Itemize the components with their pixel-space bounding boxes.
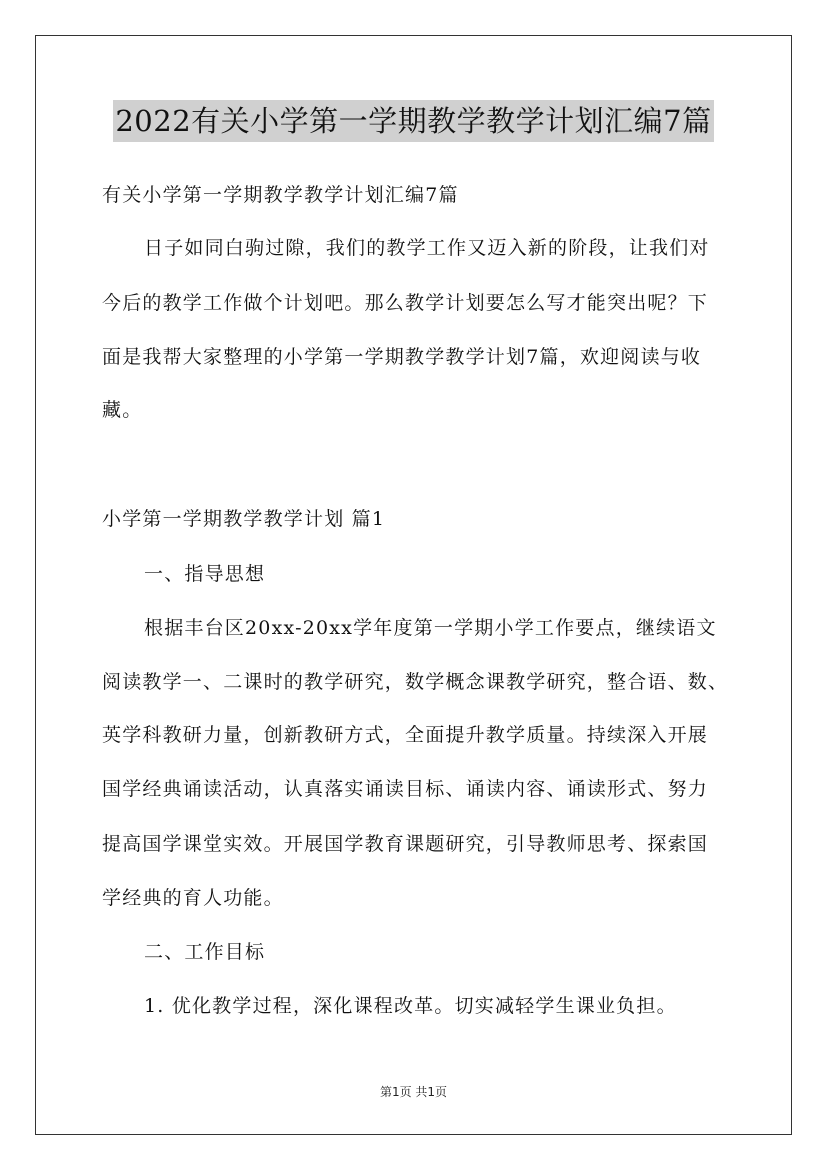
intro-line-3: 面是我帮大家整理的小学第一学期教学教学计划7篇，欢迎阅读与收 [102, 346, 702, 368]
document-subtitle: 有关小学第一学期教学教学计划汇编7篇 [102, 184, 459, 206]
part1-line-1: 根据丰台区20xx-20xx学年度第一学期小学工作要点，继续语文 [144, 617, 717, 639]
document-title: 2022有关小学第一学期教学教学计划汇编7篇 [113, 100, 713, 142]
intro-line-1: 日子如同白驹过隙，我们的教学工作又迈入新的阶段，让我们对 [144, 237, 710, 259]
part2-heading: 二、工作目标 [144, 941, 266, 963]
title-wrap [0, 100, 827, 142]
part1-line-5: 提高国学课堂实效。开展国学教育课题研究，引导教师思考、探索国 [102, 833, 709, 855]
part1-line-4: 国学经典诵读活动，认真落实诵读目标、诵读内容、诵读形式、努力 [102, 778, 709, 800]
intro-line-4: 藏。 [102, 399, 143, 421]
part1-line-6: 学经典的育人功能。 [102, 887, 284, 909]
part1-line-3: 英学科教研力量，创新教研方式，全面提升教学质量。持续深入开展 [102, 724, 709, 746]
section-heading: 小学第一学期教学教学计划 篇1 [102, 508, 386, 530]
part1-heading: 一、指导思想 [144, 563, 266, 585]
page-footer: 第1页 共1页 [379, 1085, 448, 1099]
part2-item-1: 1. 优化教学过程，深化课程改革。切实减轻学生课业负担。 [144, 995, 677, 1017]
part1-line-2: 阅读教学一、二课时的教学研究，数学概念课教学研究，整合语、数、 [102, 671, 729, 693]
intro-line-2: 今后的教学工作做个计划吧。那么教学计划要怎么写才能突出呢？下 [102, 292, 709, 314]
